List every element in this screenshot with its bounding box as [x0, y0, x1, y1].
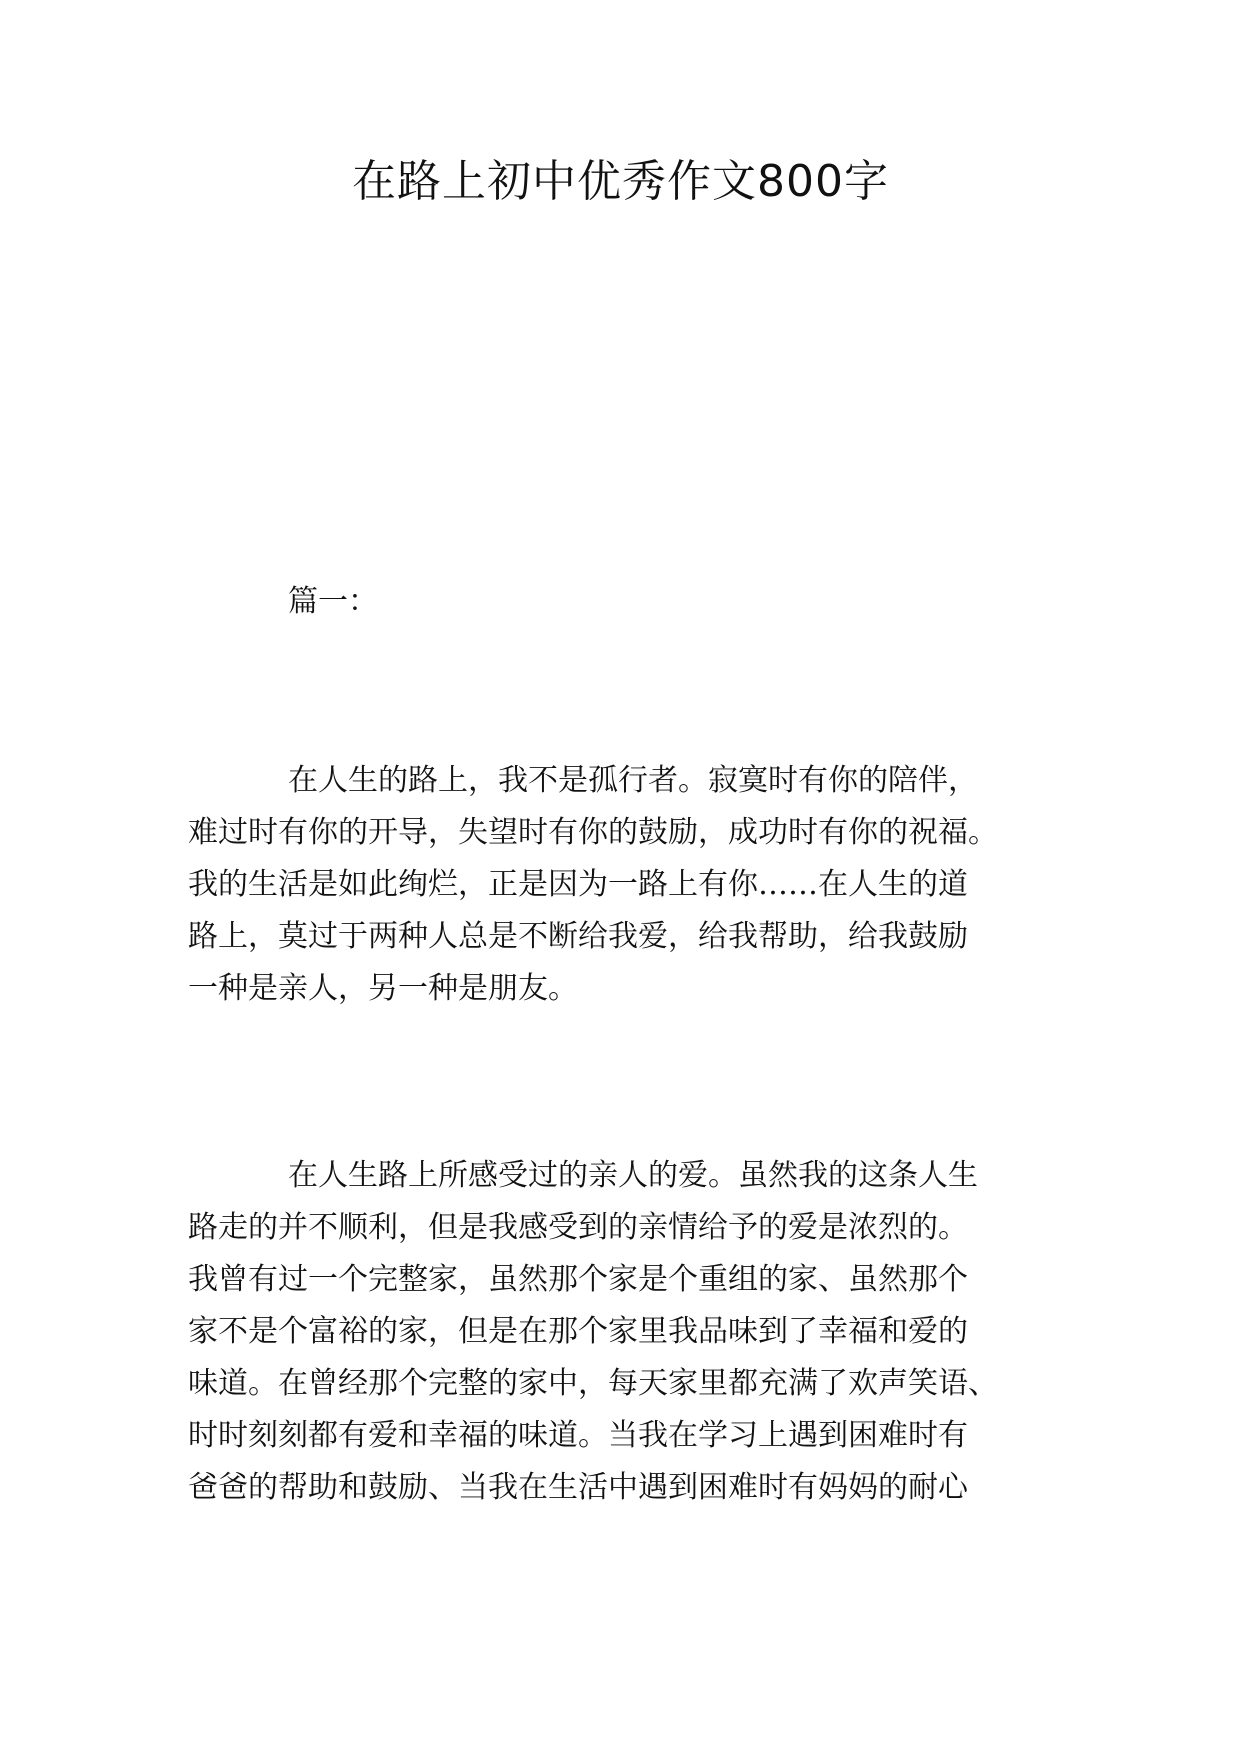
paragraph-line: 一种是亲人，另一种是朋友。: [188, 971, 578, 1006]
section-label: 篇一：: [288, 584, 378, 619]
paragraph-1: [188, 755, 1048, 1015]
paragraph-line: 在人生路上所感受过的亲人的爱。虽然我的这条人生: [288, 1158, 978, 1193]
paragraph-line: 味道。在曾经那个完整的家中，每天家里都充满了欢声笑语、: [188, 1366, 998, 1401]
document-title: 在路上初中优秀作文800字: [352, 156, 889, 207]
paragraph-line: 爸爸的帮助和鼓励、当我在生活中遇到困难时有妈妈的耐心: [188, 1470, 968, 1505]
paragraph-line: 我的生活是如此绚烂，正是因为一路上有你……在人生的道: [188, 867, 968, 902]
paragraph-line: 难过时有你的开导，失望时有你的鼓励，成功时有你的祝福。: [188, 815, 998, 850]
paragraph-line: 路上，莫过于两种人总是不断给我爱，给我帮助，给我鼓励: [188, 919, 968, 954]
paragraph-2: [188, 1150, 1048, 1514]
paragraph-line: 家不是个富裕的家，但是在那个家里我品味到了幸福和爱的: [188, 1314, 968, 1349]
paragraph-line: 时时刻刻都有爱和幸福的味道。当我在学习上遇到困难时有: [188, 1418, 968, 1453]
paragraph-line: 在人生的路上，我不是孤行者。寂寞时有你的陪伴，: [288, 763, 978, 798]
paragraph-line: 路走的并不顺利，但是我感受到的亲情给予的爱是浓烈的。: [188, 1210, 968, 1245]
paragraph-line: 我曾有过一个完整家，虽然那个家是个重组的家、虽然那个: [188, 1262, 968, 1297]
